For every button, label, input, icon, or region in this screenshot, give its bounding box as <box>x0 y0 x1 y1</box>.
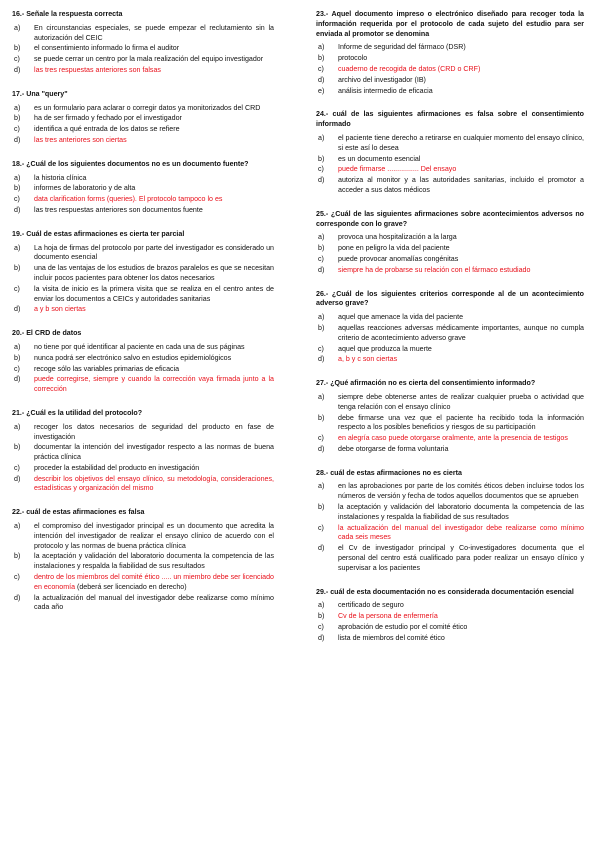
option-letter: d) <box>318 444 325 453</box>
answer-option <box>12 125 274 135</box>
answer-option <box>12 114 274 124</box>
answer-option <box>12 195 274 205</box>
option-letter: d) <box>318 176 325 185</box>
option-letter: b) <box>14 552 21 561</box>
option-letter: c) <box>318 434 324 443</box>
answer-option <box>316 54 584 64</box>
answer-option <box>12 522 274 551</box>
answer-option <box>316 345 584 355</box>
answer-option <box>316 623 584 633</box>
question-block <box>12 409 274 494</box>
option-letter: d) <box>14 593 21 602</box>
option-letter: b) <box>318 413 325 422</box>
question-block <box>12 10 274 76</box>
answer-text-highlighted: cuaderno de recogida de datos (CRD o CRF) <box>338 64 481 73</box>
answer-text-highlighted: las tres anteriores son ciertas <box>34 135 127 144</box>
answer-text: la visita de inicio es la primera visita que se realiza en el centro antes de enviar los documentos a CEICs y autoridades sanitarias <box>34 284 274 303</box>
answer-text-highlighted: a y b son ciertas <box>34 305 86 314</box>
answer-text: se puede cerrar un centro por la mala realización del equipo investigador <box>34 55 264 64</box>
answer-option <box>316 482 584 502</box>
answer-text: en las aprobaciones por parte de los comités éticos deben incluirse todos los números de versión y fecha de todos aquellos documentos que se aprueben <box>338 482 584 501</box>
answer-text-highlighted: la actualización del manual del investigador debe realizarse como mínimo cada seis meses <box>338 523 584 542</box>
answer-option <box>316 634 584 644</box>
question-title: 21.- ¿Cuál es la utilidad del protocolo? <box>12 408 143 417</box>
answer-option <box>316 76 584 86</box>
answer-text-highlighted: Cv de la persona de enfermería <box>338 612 438 621</box>
answer-text-highlighted: a, b y c son ciertas <box>338 355 398 364</box>
option-letter: c) <box>318 254 324 263</box>
option-letter: a) <box>318 43 325 52</box>
option-letter: d) <box>318 544 325 553</box>
option-letter: a) <box>14 103 21 112</box>
answer-option <box>12 423 274 443</box>
question-title: 19.- Cuál de estas afirmaciones es cierta ter parcial <box>12 229 185 238</box>
option-letter: c) <box>14 573 20 582</box>
answer-text: documentar la intención del investigador respecto a las normas de buena práctica clínica <box>34 443 274 462</box>
answer-option <box>316 313 584 323</box>
answer-text: el paciente tiene derecho a retirarse en cualquier momento del ensayo clínico, si este así lo desea <box>338 133 584 152</box>
answer-text-highlighted: puede firmarse ................ Del ensayo <box>338 165 457 174</box>
answer-text: proceder la estabilidad del producto en investigación <box>34 463 200 472</box>
answer-option <box>316 233 584 243</box>
option-letter: c) <box>318 523 324 532</box>
option-letter: b) <box>318 54 325 63</box>
answer-option <box>316 155 584 165</box>
answer-text-highlighted: las tres respuestas anteriores son falsas <box>34 65 161 74</box>
question-block <box>12 160 274 216</box>
answer-text: La hoja de firmas del protocolo por parte del investigador es considerado un documento esencial <box>34 243 274 262</box>
option-letter: b) <box>318 323 325 332</box>
answer-option <box>316 165 584 175</box>
answer-option <box>12 365 274 375</box>
answer-text: nunca podrá ser electrónico salvo en estudios epidemiológicos <box>34 353 232 362</box>
answer-text-highlighted: puede corregirse, siempre y cuando la corrección vaya firmada junto a la corrección <box>34 375 274 394</box>
answer-option <box>316 266 584 276</box>
answer-text: identifica a qué entrada de los datos se refiere <box>34 125 180 134</box>
option-letter: d) <box>318 265 325 274</box>
answer-option <box>316 544 584 573</box>
answer-option <box>12 552 274 572</box>
answer-option <box>12 305 274 315</box>
answer-text: aquellas reacciones adversas médicamente importantes, aunque no cumpla criterio de acontecimiento adverso grave <box>338 323 584 342</box>
answer-option <box>12 443 274 463</box>
answer-option <box>12 55 274 65</box>
answer-text: una de las ventajas de los estudios de brazos paralelos es que se necesitan incluir pocos pacientes para obtener los datos necesarios <box>34 264 274 282</box>
option-letter: d) <box>14 305 21 314</box>
question-title: 18.- ¿Cuál de los siguientes documentos no es un documento fuente? <box>12 159 249 168</box>
option-letter: d) <box>318 355 325 364</box>
answer-text: recoger los datos necesarios de seguridad del producto en fase de investigación <box>34 422 274 441</box>
option-letter: c) <box>14 195 20 204</box>
question-title: 29.- cuál de esta documentación no es considerada documentación esencial <box>316 587 574 596</box>
answer-text: informes de laboratorio y de alta <box>34 184 136 193</box>
option-letter: b) <box>14 264 21 273</box>
answer-option <box>12 264 274 284</box>
answer-option <box>316 393 584 413</box>
answer-option <box>12 104 274 114</box>
question-title: 26.- ¿Cuál de los siguientes criterios corresponde al de un acontecimiento adverso grave? <box>316 289 584 308</box>
answer-option <box>12 206 274 216</box>
answer-option <box>12 24 274 44</box>
answer-option <box>12 174 274 184</box>
option-letter: d) <box>14 65 21 74</box>
option-letter: a) <box>318 601 325 610</box>
option-letter: a) <box>14 522 21 531</box>
answer-text: siempre debe obtenerse antes de realizar cualquier prueba o actividad que tenga relación con el ensayo clínico <box>338 392 584 411</box>
question-title: 20.- El CRD de datos <box>12 329 82 338</box>
answer-text: puede provocar anomalías congénitas <box>338 254 459 263</box>
option-letter: a) <box>14 173 21 182</box>
answer-text: aquel que produzca la muerte <box>338 344 432 353</box>
answer-option <box>316 612 584 622</box>
option-letter: c) <box>14 284 20 293</box>
option-letter: d) <box>14 205 21 214</box>
answer-option <box>316 134 584 154</box>
answer-option <box>316 434 584 444</box>
answer-text: las tres respuestas anteriores son documentos fuente <box>34 205 203 214</box>
answer-text: pone en peligro la vida del paciente <box>338 244 450 253</box>
question-block <box>12 508 274 613</box>
question-title: 25.- ¿Cuál de las siguientes afirmaciones sobre acontecimientos adversos no corresponde con lo grave? <box>316 209 584 228</box>
answer-option <box>316 524 584 544</box>
option-letter: b) <box>318 244 325 253</box>
answer-text: certificado de seguro <box>338 601 404 610</box>
option-letter: d) <box>318 75 325 84</box>
answer-text: la aceptación y validación del laboratorio documenta la competencia de las instalaciones y respalda la fiabilidad de sus resultados <box>338 503 584 521</box>
question-title: 16.- Señale la respuesta correcta <box>12 10 123 18</box>
question-title: 24.- cuál de las siguientes afirmaciones es falsa sobre el consentimiento informado <box>316 110 584 129</box>
answer-option <box>316 87 584 97</box>
answer-text: debe firmarse una vez que el paciente ha recibido toda la información respecto a los posibles beneficios y riesgos de su participación <box>338 413 584 432</box>
answer-option <box>316 445 584 455</box>
option-letter: c) <box>318 623 324 632</box>
option-letter: a) <box>14 243 21 252</box>
question-block <box>316 588 584 644</box>
answer-option <box>316 414 584 434</box>
option-letter: b) <box>14 114 21 123</box>
answer-text: el compromiso del investigador principal es un documento que acredita la intención del investigador de realizar el ensayo clínico de acuerdo con el protocolo y las normas de buena práctica clínica <box>34 522 274 550</box>
question-block <box>12 230 274 315</box>
answer-option <box>316 355 584 365</box>
answer-text: es un formulario para aclarar o corregir datos ya monitorizados del CRD <box>34 103 261 112</box>
question-block <box>316 379 584 455</box>
question-block <box>316 290 584 366</box>
answer-text-part: (deberá ser licenciado en derecho) <box>75 582 187 591</box>
answer-option <box>316 244 584 254</box>
answer-text: la historia clínica <box>34 173 87 182</box>
answer-option <box>12 573 274 593</box>
question-block <box>316 10 584 96</box>
option-letter: b) <box>318 503 325 512</box>
answer-option <box>12 44 274 54</box>
option-letter: d) <box>318 633 325 642</box>
answer-text-highlighted: describir los objetivos del ensayo clínico, su metodología, consideraciones, estadísticas y organización del mismo <box>34 474 274 493</box>
option-letter: a) <box>318 392 325 401</box>
answer-option <box>12 66 274 76</box>
answer-option <box>12 475 274 495</box>
question-block <box>316 210 584 276</box>
option-letter: a) <box>318 313 325 322</box>
left-column <box>12 10 274 627</box>
question-title: 28.- cuál de estas afirmaciones no es cierta <box>316 468 462 477</box>
answer-text: análisis intermedio de eficacia <box>338 86 433 95</box>
option-letter: c) <box>14 55 20 64</box>
answer-text: autoriza al monitor y a las autoridades sanitarias, incluido el promotor a acceder a sus datos médicos <box>338 176 584 194</box>
answer-text <box>34 573 274 593</box>
answer-text: la aceptación y validación del laboratorio documenta la competencia de las instalaciones y respalda la fiabilidad de sus resultados <box>34 552 274 571</box>
option-letter: a) <box>318 133 325 142</box>
answer-option <box>316 43 584 53</box>
answer-text: no tiene por qué identificar al paciente en cada una de sus páginas <box>34 342 245 351</box>
option-letter: d) <box>14 375 21 384</box>
option-letter: b) <box>14 443 21 452</box>
answer-text-highlighted: en alegría caso puede otorgarse oralmente, ante la presencia de testigos <box>338 434 568 443</box>
question-title: 23.- Aquel documento impreso o electrónico diseñado para recoger toda la información requerida por el protocolo de cada sujeto del estudio para ser enviada al promotor se denomina <box>316 10 584 38</box>
answer-option <box>316 255 584 265</box>
option-letter: a) <box>14 342 21 351</box>
answer-text: el consentimiento informado lo firma el auditor <box>34 44 180 53</box>
option-letter: a) <box>318 482 325 491</box>
answer-text: recoge sólo las variables primarias de eficacia <box>34 364 180 373</box>
option-letter: a) <box>318 233 325 242</box>
option-letter: b) <box>14 184 21 193</box>
question-block <box>12 90 274 146</box>
answer-option <box>12 464 274 474</box>
option-letter: a) <box>14 23 21 32</box>
option-letter: c) <box>14 125 20 134</box>
answer-text: aprobación de estudio por el comité ético <box>338 623 468 632</box>
answer-text: En circunstancias especiales, se puede empezar el reclutamiento sin la autorización del CEIC <box>34 23 274 42</box>
option-letter: b) <box>14 44 21 53</box>
answer-option <box>12 136 274 146</box>
answer-option <box>316 324 584 344</box>
answer-option <box>12 375 274 395</box>
question-title: 22.- cuál de estas afirmaciones es falsa <box>12 508 145 517</box>
answer-option <box>316 65 584 75</box>
question-title: 27.- ¿Qué afirmación no es cierta del consentimiento informado? <box>316 379 536 388</box>
answer-text: es un documento esencial <box>338 154 421 163</box>
question-block <box>12 329 274 395</box>
answer-text: archivo del investigador (IB) <box>338 75 426 84</box>
option-letter: c) <box>318 165 324 174</box>
answer-text: lista de miembros del comité ético <box>338 633 445 642</box>
answer-option <box>316 503 584 523</box>
option-letter: c) <box>14 364 20 373</box>
answer-option <box>12 244 274 264</box>
option-letter: c) <box>318 344 324 353</box>
option-letter: e) <box>318 86 325 95</box>
answer-text: Informe de seguridad del fármaco (DSR) <box>338 43 466 52</box>
answer-text: la actualización del manual del investigador debe realizarse como mínimo cada año <box>34 593 274 612</box>
option-letter: c) <box>318 64 324 73</box>
answer-option <box>316 176 584 196</box>
option-letter: d) <box>14 474 21 483</box>
option-letter: b) <box>318 612 325 621</box>
option-letter: c) <box>14 463 20 472</box>
answer-text: provoca una hospitalización a la larga <box>338 233 457 242</box>
right-column <box>316 10 584 658</box>
option-letter: d) <box>14 135 21 144</box>
answer-text: protocolo <box>338 54 368 63</box>
answer-text: debe otorgarse de forma voluntaria <box>338 444 449 453</box>
option-letter: b) <box>14 353 21 362</box>
answer-option <box>12 285 274 305</box>
answer-option <box>12 184 274 194</box>
answer-option <box>12 343 274 353</box>
question-title: 17.- Una "query" <box>12 89 68 98</box>
answer-text-part: dentro de los miembros del comité ético ..... un miembro debe ser licenciado en economía <box>34 573 274 591</box>
option-letter: b) <box>318 154 325 163</box>
answer-text-highlighted: siempre ha de probarse su relación con el fármaco estudiado <box>338 265 531 274</box>
option-letter: a) <box>14 422 21 431</box>
answer-option <box>12 354 274 364</box>
question-block <box>316 469 584 574</box>
answer-text: ha de ser firmado y fechado por el investigador <box>34 114 182 123</box>
question-block <box>316 110 584 195</box>
answer-option <box>12 594 274 614</box>
answer-text-highlighted: data clarification forms (queries). El protocolo tampoco lo es <box>34 195 223 204</box>
answer-text: el Cv de investigador principal y Co-investigadores documenta que el personal del centro está cualificado para poder realizar un ensayo clínico y supervisar a los pacientes <box>338 544 584 572</box>
answer-text: aquel que amenace la vida del paciente <box>338 313 464 322</box>
answer-option <box>316 601 584 611</box>
